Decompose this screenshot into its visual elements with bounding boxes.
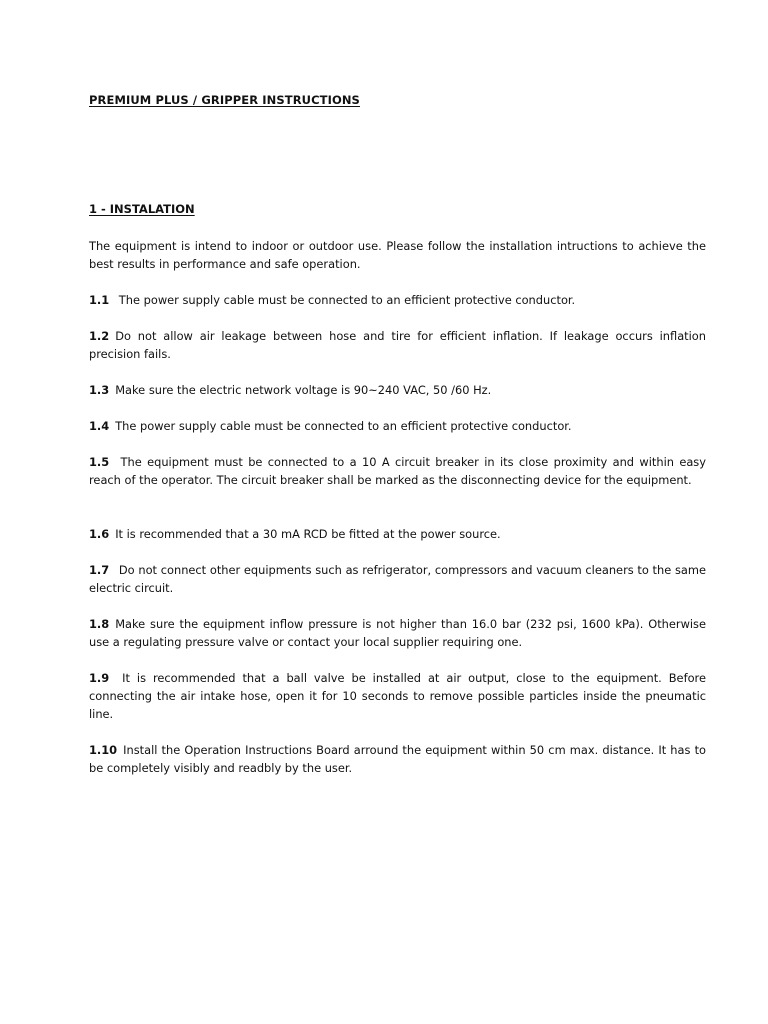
instruction-item-1-10 xyxy=(89,741,706,777)
instruction-item-1-4 xyxy=(89,417,706,435)
instruction-item-1-6 xyxy=(89,525,706,543)
intro-paragraph: The equipment is intend to indoor or outdoor use. Please follow the installation intructions to achieve the best results in performance and safe operation. xyxy=(89,239,706,271)
item-text: It is recommended that a ball valve be installed at air output, close to the equipment. Before connecting the air intake hose, open it for 10 seconds to remove possible particles inside the pneumatic line. xyxy=(89,671,706,721)
item-number: 1.5 xyxy=(89,455,110,469)
item-text: Make sure the equipment inflow pressure is not higher than 16.0 bar (232 psi, 1600 kPa). Otherwise use a regulating pressure valve or contact your local supplier requiring one. xyxy=(89,617,706,649)
document-title: PREMIUM PLUS / GRIPPER INSTRUCTIONS xyxy=(89,93,360,107)
item-text: Make sure the electric network voltage is 90~240 VAC, 50 /60 Hz. xyxy=(115,383,492,397)
item-text: Do not allow air leakage between hose and tire for efficient inflation. If leakage occurs inflation precision fails. xyxy=(89,329,706,361)
item-number: 1.6 xyxy=(89,527,110,541)
item-number: 1.3 xyxy=(89,383,110,397)
item-number: 1.2 xyxy=(89,329,110,343)
item-text: Install the Operation Instructions Board arround the equipment within 50 cm max. distance. It has to be completely visibly and readbly by the user. xyxy=(89,743,706,775)
item-number: 1.8 xyxy=(89,617,110,631)
instruction-item-1-9 xyxy=(89,669,706,723)
section-heading-installation: 1 - INSTALATION xyxy=(89,202,195,216)
item-number: 1.9 xyxy=(89,671,110,685)
instruction-item-1-3 xyxy=(89,381,706,399)
item-text: The power supply cable must be connected to an efficient protective conductor. xyxy=(115,419,572,433)
item-number: 1.10 xyxy=(89,743,118,757)
item-number: 1.4 xyxy=(89,419,110,433)
item-number: 1.1 xyxy=(89,293,110,307)
item-text: It is recommended that a 30 mA RCD be fitted at the power source. xyxy=(115,527,501,541)
instruction-item-1-7 xyxy=(89,561,706,597)
instruction-item-1-8 xyxy=(89,615,706,651)
item-text: Do not connect other equipments such as refrigerator, compressors and vacuum cleaners to the same electric circuit. xyxy=(89,563,706,595)
instruction-item-1-1 xyxy=(89,291,706,309)
item-text: The power supply cable must be connected to an efficient protective conductor. xyxy=(115,293,576,307)
instruction-item-1-2 xyxy=(89,327,706,363)
instruction-item-1-5 xyxy=(89,453,706,489)
item-number: 1.7 xyxy=(89,563,110,577)
item-text: The equipment must be connected to a 10 A circuit breaker in its close proximity and within easy reach of the operator. The circuit breaker shall be marked as the disconnecting device for the equipment. xyxy=(89,455,706,487)
